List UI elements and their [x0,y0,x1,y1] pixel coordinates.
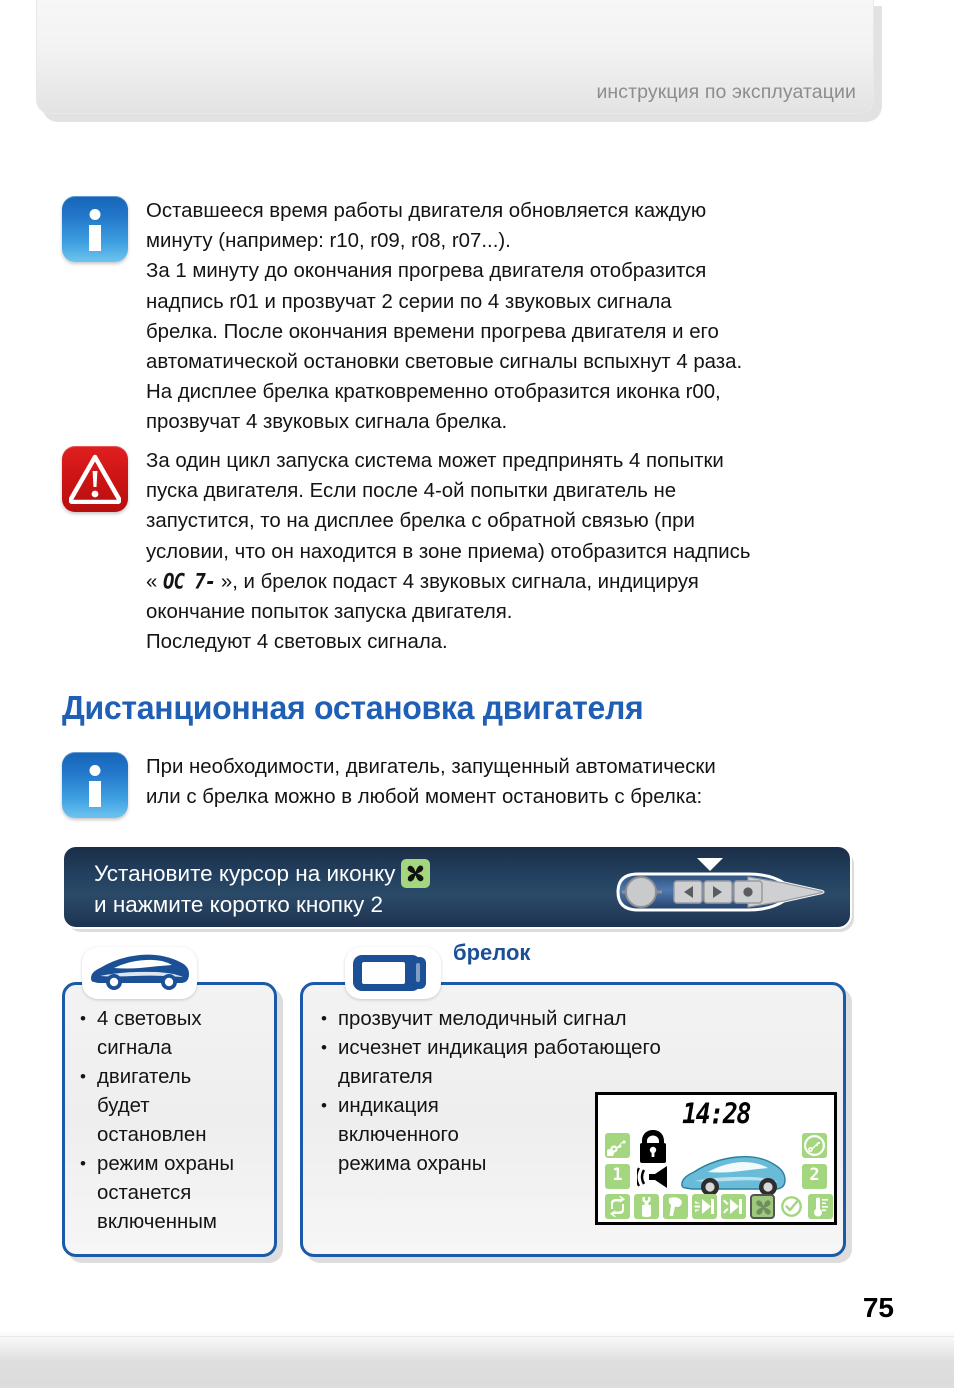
instruction-banner [62,845,852,929]
page-number: 75 [862,1292,894,1323]
list-item-cont: будет [97,1095,150,1117]
page-title: Дистанционная остановка двигателя [62,689,644,726]
note-line: Оставшееся время работы двигателя обновляется каждую [146,200,707,222]
car-panel-list [78,1005,270,1237]
turbo-arrow-icon [692,1194,717,1219]
remote-fob-icon [345,947,441,999]
wrench-icon [634,1194,659,1219]
footer-divider [0,1336,954,1337]
info-note-2-text [146,752,716,812]
quote-close-and-rest: », и брелок подаст 4 звуковых сигнала, индицируя [215,570,699,593]
note-line: автоматической остановки световые сигналы вспыхнут 4 раза. [146,351,743,374]
page-header [36,0,882,122]
note-line: На дисплее брелка кратковременно отобразится иконка r00, [146,381,721,404]
remote-fob-glyph [598,872,828,912]
list-item [319,1034,699,1092]
banner-line-1: Установите курсор на иконку [94,861,396,886]
banner-line-2: и нажмите коротко кнопку 2 [94,892,384,917]
banner-body [62,845,852,929]
note-line: брелка. После окончания времени прогрева двигателя и его [146,320,719,343]
brelok-tab-label: брелок [453,940,531,965]
status-icon-2 [802,1164,827,1189]
check-circle-glyph [781,1196,802,1217]
note-line: окончание попыток запуска двигателя. [146,601,513,624]
list-item-label: режим охраны [97,1153,235,1175]
note-line: прозвучат 4 звуковых сигнала брелка. [146,411,508,434]
list-item-cont: останется [97,1182,192,1204]
info-note-1-text [146,196,742,438]
padlock-glyph [635,1128,671,1164]
lcd-channel-1-label: 1 [612,1165,623,1185]
list-item-cont: режима охраны [338,1153,487,1175]
note-line: или с брелка можно в любой момент остановить с брелка: [146,786,703,809]
warning-triangle-glyph [69,454,121,504]
note-line: минуту (например: r10, r09, r08, r07...). [146,230,511,253]
info-note-1 [62,196,852,438]
list-item [319,1005,699,1034]
circle-key-glyph [804,1135,825,1156]
fan-glyph [753,1197,774,1218]
hammer-icon [663,1194,688,1219]
note-line: Последуют 4 световых сигнала. [146,631,448,654]
loop-refresh-glyph [607,1196,628,1217]
lcd-display [595,1092,837,1225]
valet-arrow-glyph [723,1196,744,1217]
fob-glyph [350,951,436,995]
dot-glyph [743,887,752,896]
note-line: пуска двигателя. Если после 4-ой попытки двигатель не [146,480,677,503]
turbo-arrow-glyph [694,1196,715,1217]
lcd-clock: 14:28 [682,1096,750,1131]
list-item-cont: остановлен [97,1124,207,1146]
info-icon-dot [90,765,101,776]
info-icon-stem [89,225,101,251]
lcd-channel-2-label: 2 [809,1165,820,1185]
note-line: За 1 минуту до окончания прогрева двигателя отобразится [146,260,707,283]
siren-glyph [637,1164,669,1190]
warning-note-text [146,446,750,657]
valet-arrow-icon [721,1194,746,1219]
list-item [78,1063,270,1150]
key-ring [626,877,656,907]
list-item-cont: включенного [338,1124,459,1146]
note-line: За один цикл запуска система может предпринять 4 попытки [146,450,724,472]
list-item-label: 4 световых [97,1008,202,1030]
note-line-with-segment [146,567,750,597]
note-line: условии, что он находится в зоне приема) отобразится надпись [146,540,751,563]
warning-note [62,446,852,657]
note-line: запустится, то на дисплее брелка с обратной связью (при [146,510,695,533]
remote-fob-icon [584,858,828,920]
header-title: инструкция по эксплуатации [596,81,856,103]
circle-key-icon [802,1133,827,1158]
thermometer-glyph [810,1196,831,1217]
info-icon [62,196,128,262]
fan-glyph [404,862,427,885]
car-panel [62,982,277,1257]
check-circle-icon [779,1194,804,1219]
siren-icon [637,1164,669,1195]
lcd-segment-text: OC 7- [163,569,216,595]
wrench-glyph [636,1196,657,1217]
info-icon-stem [89,781,101,807]
list-item-label: прозвучит мелодичный сигнал [338,1008,627,1030]
note-line: надпись r01 и прозвучат 2 серии по 4 звуковых сигнала [146,290,672,313]
status-icon-1 [605,1164,630,1189]
ignition-key-icon [605,1133,630,1158]
car-icon [82,947,197,999]
warning-icon [62,446,128,512]
list-item-label: исчезнет индикация работающего двигателя [338,1037,661,1088]
list-item [78,1005,270,1063]
info-icon [62,752,128,818]
list-item-label: двигатель [97,1066,192,1088]
banner-text [94,858,430,920]
info-icon-dot [90,209,101,220]
list-item-cont: включенным [97,1211,217,1233]
ignition-key-glyph [607,1135,628,1156]
footer-strip [0,1330,954,1388]
car-glyph [88,952,192,994]
loop-refresh-icon [605,1194,630,1219]
list-item-cont: сигнала [97,1037,172,1059]
hammer-glyph [665,1196,686,1217]
down-triangle-pointer [697,858,723,871]
fan-icon [401,859,430,888]
info-note-2 [62,752,852,818]
padlock-icon [635,1128,671,1169]
quote-open: « [146,570,164,593]
list-item [78,1150,270,1237]
list-item-label: индикация [338,1095,439,1117]
thermometer-icon [808,1194,833,1219]
note-line: При необходимости, двигатель, запущенный автоматически [146,756,716,778]
fan-icon[interactable] [750,1194,775,1219]
